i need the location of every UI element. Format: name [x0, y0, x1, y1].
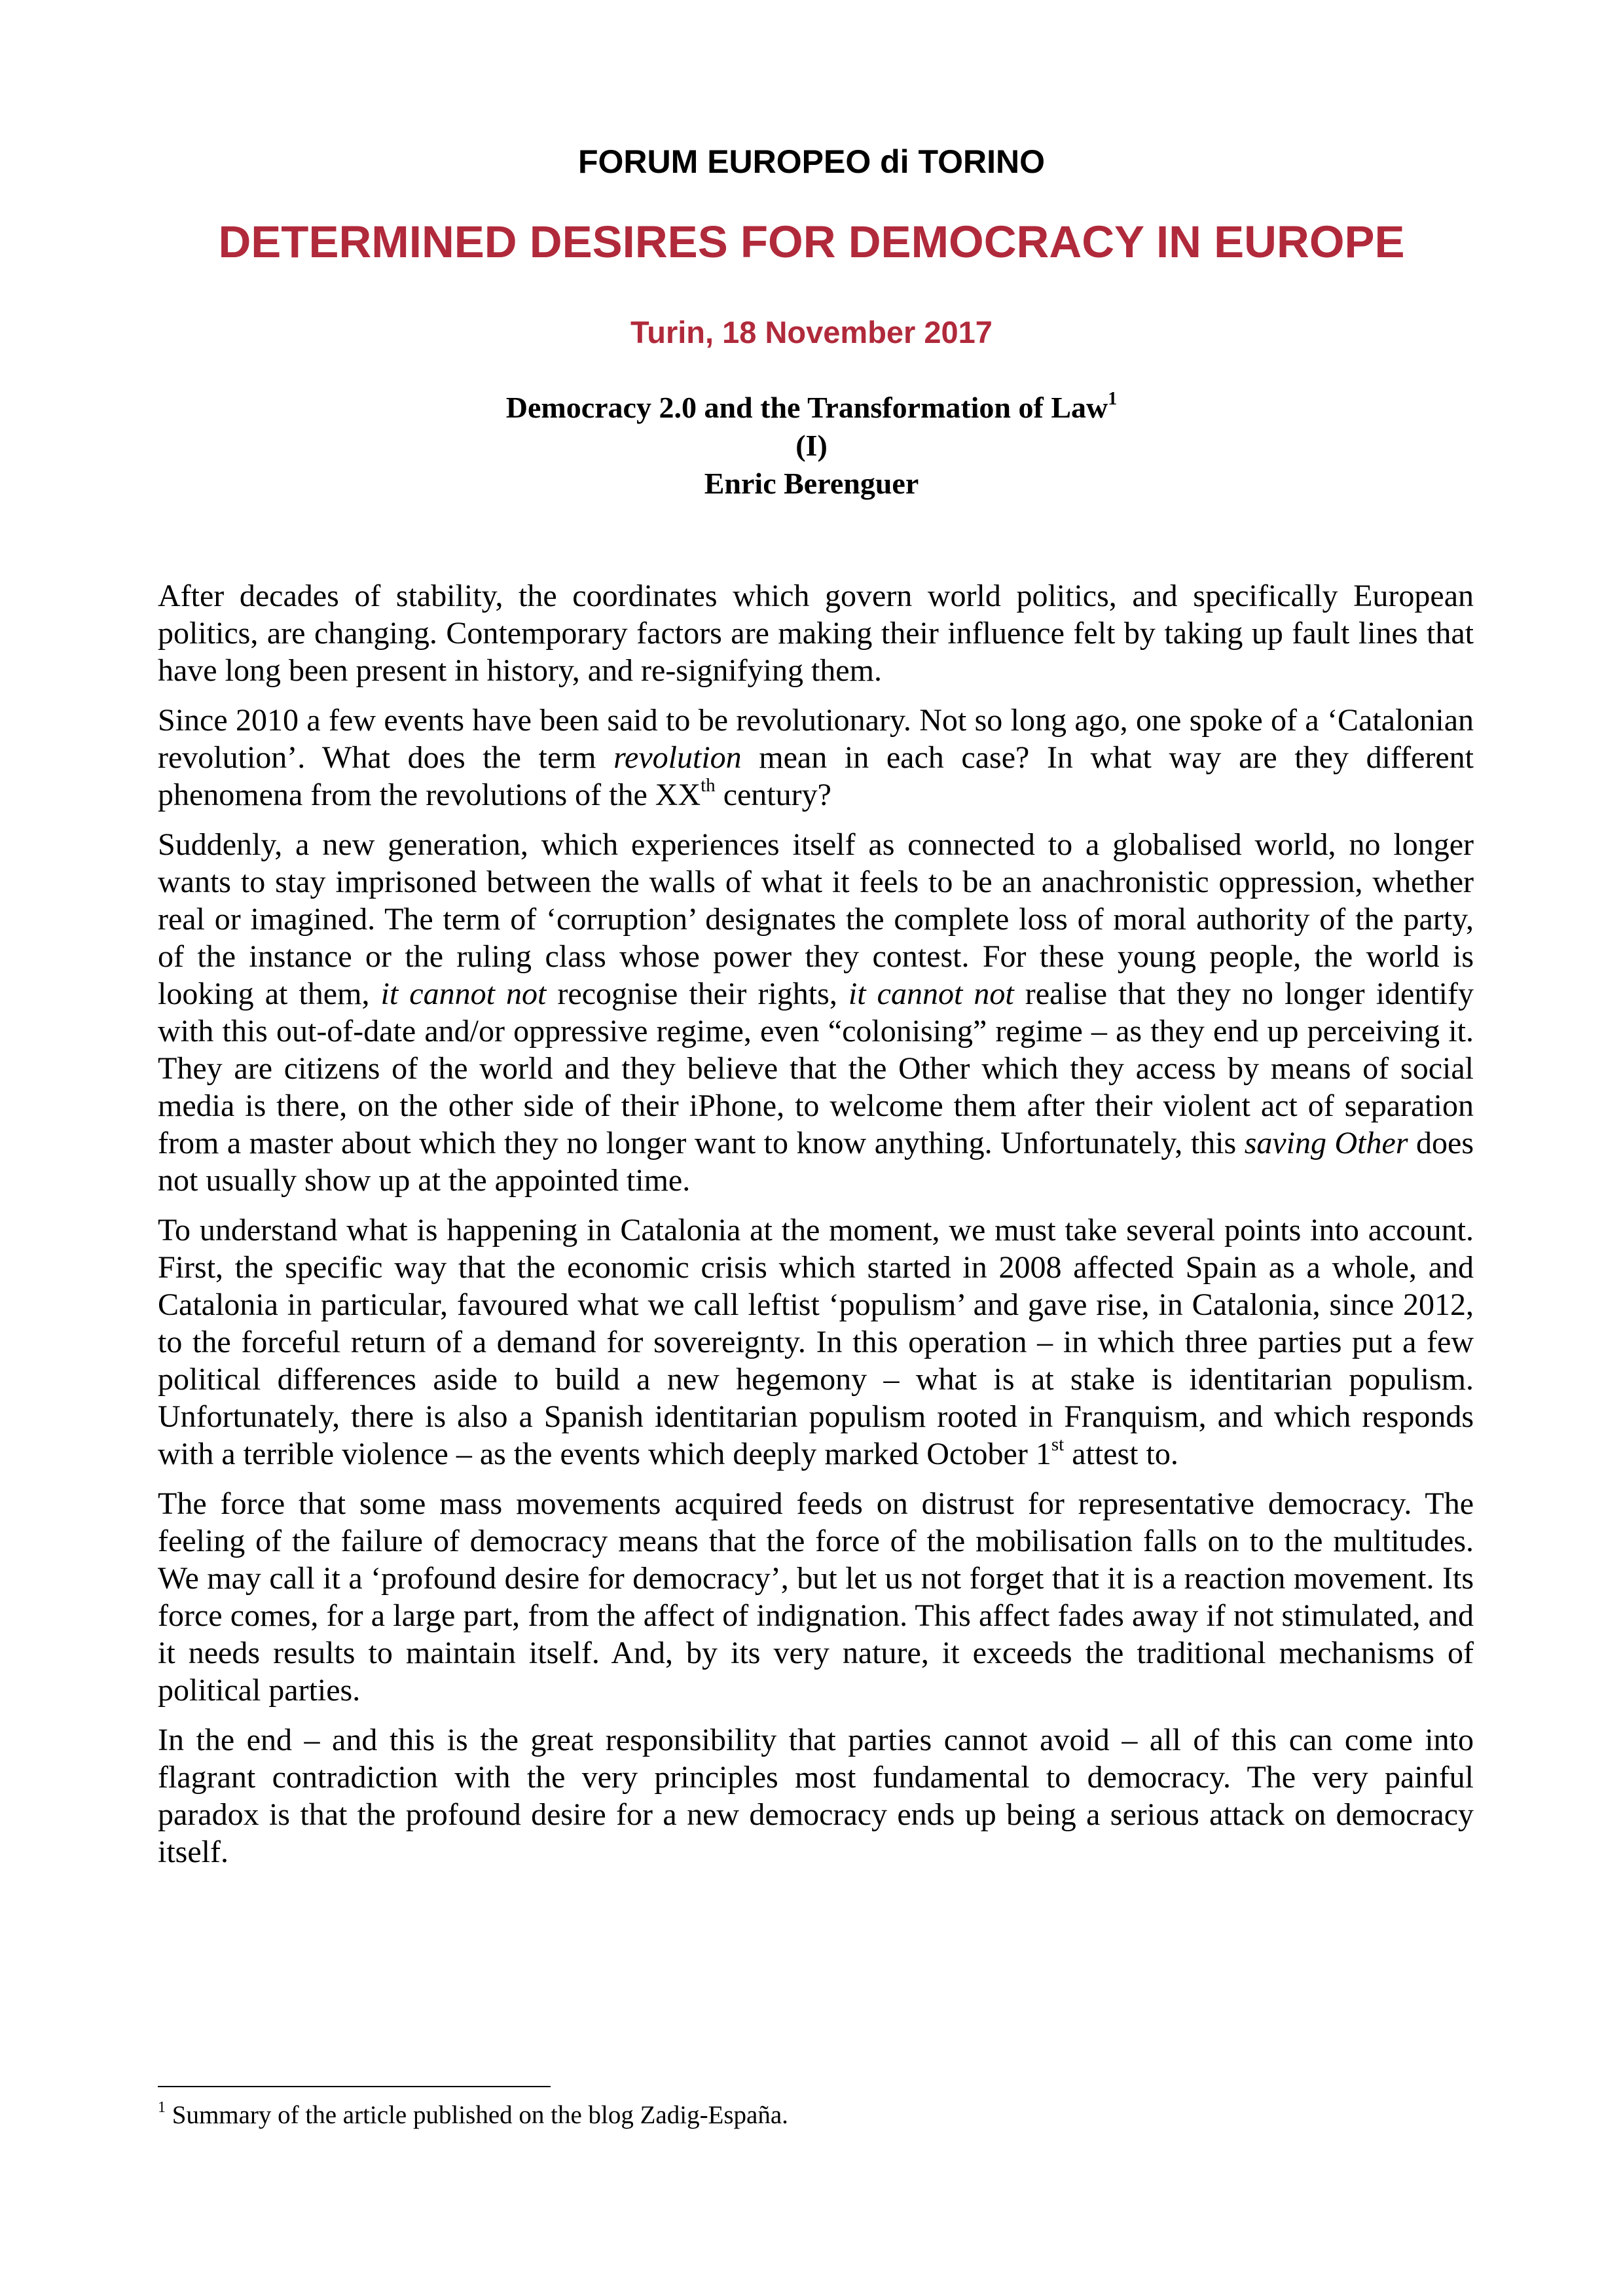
paragraph-4 — [158, 1211, 1474, 1473]
article-body — [158, 577, 1474, 1883]
footnote-text: Summary of the article published on the blog Zadig-España. — [166, 2101, 788, 2129]
event-date: Turin, 18 November 2017 — [630, 315, 993, 350]
footnote-number: 1 — [158, 2099, 166, 2116]
article-title — [0, 389, 1623, 427]
paragraph-3 — [158, 826, 1474, 1199]
paragraph-6: In the end – and this is the great responsibility that parties cannot avoid – all of this can come into flagrant contradiction with the very principles most fundamental to democracy. The very painful paradox is that the profound desire for a new democracy ends up being a serious attack on democracy itself. — [158, 1723, 1474, 1869]
emphasis: it cannot not — [848, 977, 1014, 1011]
paragraph-1: After decades of stability, the coordinates which govern world politics, and specifically European politics, are changing. Contemporary factors are making their influence felt by taking up fault lines that have long been present in history, and re-signifying them. — [158, 579, 1474, 688]
paragraph-text: attest to. — [1064, 1437, 1178, 1471]
organization-heading: FORUM EUROPEO di TORINO — [578, 143, 1045, 180]
event-title: DETERMINED DESIRES FOR DEMOCRACY IN EUROPE — [218, 217, 1405, 267]
paragraph-text: realise that they no longer identify with this out-of-date and/or oppressive regime, even “colonising” regime – as they end up perceiving it. They are citizens of the world and they believe that the Other which they access by means of social media is there, on the other side of their iPhone, to welcome them after their violent act of separation from a master about which they no longer want to know anything. Unfortunately, this — [158, 977, 1474, 1160]
paragraph-text: Suddenly, a new generation, which experiences itself as connected to a globalised world, no longer wants to stay imprisoned between the walls of what it feels to be an anachronistic oppression, whether real or imagined. The term of ‘corruption’ designates the complete loss of moral authority of the party, of the instance or the ruling class whose power they contest. For these young people, the world is looking at them, — [158, 827, 1474, 1011]
paragraph-text: To understand what is happening in Catalonia at the moment, we must take several points into account. First, the specific way that the economic crisis which started in 2008 affected Spain as a whole, and Catalonia in particular, favoured what we call leftist ‘populism’ and gave rise, in Catalonia, since 2012, to the forceful return of a demand for sovereignty. In this operation – in which three parties put a few political differences aside to build a new hegemony – what is at stake is identitarian populism. Unfortunately, there is also a Spanish identitarian populism rooted in Franquism, and which responds with a terrible violence – as the events which deeply marked October 1 — [158, 1213, 1474, 1471]
footnote-divider — [158, 2086, 551, 2087]
paragraph-5: The force that some mass movements acquired feeds on distrust for representative democracy. The feeling of the failure of democracy means that the force of the mobilisation falls on to the multitudes. We may call it a ‘profound desire for democracy’, but let us not forget that it is a reaction movement. Its force comes, for a large part, from the affect of indignation. This affect fades away if not stimulated, and it needs results to maintain itself. And, by its very nature, it exceeds the traditional mechanisms of political parties. — [158, 1486, 1474, 1708]
paragraph-text: Since 2010 a few events have been said to be revolutionary. Not so long ago, one spoke of a ‘Catalonian revolution’. What does the term — [158, 703, 1474, 775]
superscript: st — [1051, 1434, 1065, 1455]
paragraph-text: mean in each case? In what way are they different phenomena from the revolutions of the XX — [158, 740, 1474, 812]
footnote — [158, 2100, 1474, 2131]
article-title-text: Democracy 2.0 and the Transformation of Law — [505, 391, 1108, 424]
article-part: (I) — [795, 429, 828, 462]
paragraph-text: recognise their rights, — [546, 977, 848, 1011]
paragraph-text: century? — [715, 778, 831, 812]
article-heading — [0, 389, 1623, 503]
paragraph-2 — [158, 702, 1474, 814]
emphasis: revolution — [613, 740, 742, 775]
footnote-reference[interactable]: 1 — [1108, 388, 1118, 409]
superscript: th — [701, 775, 716, 796]
article-author: Enric Berenguer — [704, 467, 919, 500]
emphasis: it cannot not — [380, 977, 547, 1011]
emphasis: saving Other — [1244, 1126, 1408, 1160]
paragraph-text: does not usually show up at the appointed time. — [158, 1126, 1474, 1198]
